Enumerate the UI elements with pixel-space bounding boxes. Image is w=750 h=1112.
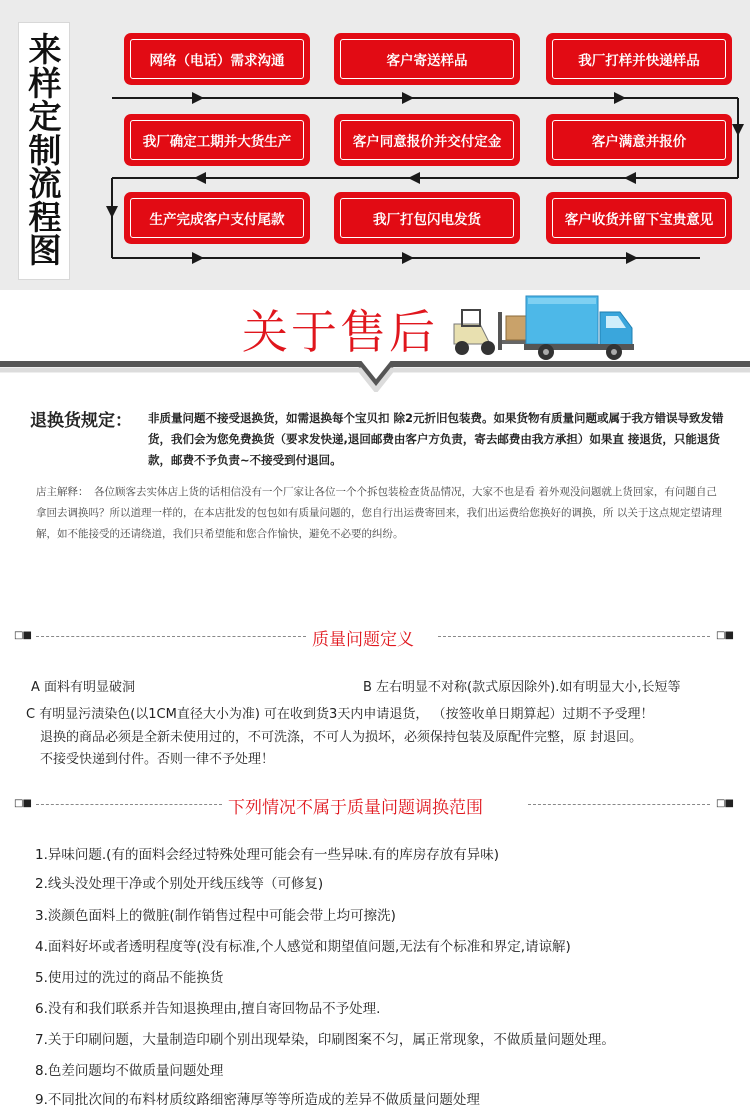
arrow-down-icon [106,206,118,218]
owner-explanation-text: 各位顾客去实体店上货的话相信没有一个厂家让各位一个个拆包装检查货品情况，大家不也是看 着外观没问题就上货回家，有问题自己拿回去调换吗？所以道理一样的，在本店批发的包包如有质量问题的，您自行出运费寄回来，我们出运费给您换好的调换，所 以关于这点规定望请理解，如不能接受的还请绕道，我们只希望能和您合作愉快，避免不必要的纠纷。 [36,486,722,540]
section-mark-left: □■ [14,798,31,809]
step-7-label: 生产完成客户支付尾款 [130,198,304,238]
process-section [0,0,750,290]
exclusion-item-3: 3.淡颜色面料上的微脏(制作销售过程中可能会带上均可擦洗) [35,908,396,924]
step-2-label: 客户寄送样品 [340,39,514,79]
quality-definition-title: 质量问题定义 [312,630,414,650]
arrow-left-icon [194,172,206,184]
arrow-right-icon [402,252,414,264]
section-divider-right [438,636,710,637]
section-divider-left [36,804,222,805]
banner-divider [0,358,750,392]
exclusion-item-4: 4.面料好坏或者透明程度等(没有标准,个人感觉和期望值问题,无法有个标准和界定,请谅解) [35,939,571,955]
owner-explanation-label: 店主解释： [36,486,89,498]
arrow-right-icon [192,252,204,264]
after-sale-title: 关于售后 [242,305,438,359]
exclusion-item-2: 2.线头没处理干净或个别处开线压线等（可修复) [35,876,324,892]
return-policy-label: 退换货规定： [30,411,132,431]
exclusion-item-5: 5.使用过的洗过的商品不能换货 [35,970,224,986]
quality-item-b: B 左右明显不对称(款式原因除外).如有明显大小,长短等 [363,680,681,695]
step-6 [546,114,732,166]
section-mark-left: □■ [14,630,31,641]
arrow-down-icon [732,124,744,136]
exclusion-item-8: 8.色差问题均不做质量问题处理 [35,1063,224,1079]
step-4 [124,114,310,166]
section-mark-right: □■ [716,798,733,809]
exclusion-item-9: 9.不同批次间的布料材质纹路细密薄厚等等所造成的差异不做质量问题处理 [35,1092,480,1108]
step-5-label: 客户同意报价并交付定金 [340,120,514,160]
step-7 [124,192,310,244]
step-1-label: 网络（电话）需求沟通 [130,39,304,79]
return-policy-text: 非质量问题不接受退换货，如需退换每个宝贝扣 除2元折旧包装费。如果货物有质量问题或属于我方错误导致发错货，我们会为您免费换货（要求发快递,退回邮费由客户方负责，寄去邮费由我方承担）如果直 接退货，只能退货款，邮费不予负责~不接受到付退回。 [148,411,724,467]
quality-item-c-line2: 退换的商品必须是全新未使用过的，不可洗涤，不可人为损坏，必须保持包装及原配件完整，原 封退回。 [40,730,643,745]
delivery-truck-icon [520,292,640,364]
step-9-label: 客户收货并留下宝贵意见 [552,198,726,238]
quality-item-c: C 有明显污渍染色(以1CM直径大小为准) 可在收到货3天内申请退货， （按签收单日期算起）过期不予受理！ [26,707,654,722]
exclusion-item-7: 7.关于印刷问题，大量制造印刷个别出现晕染，印刷图案不匀，属正常现象，不做质量问题处理。 [35,1032,615,1048]
quality-item-c-line3: 不接受快递到付件。否则一律不予处理！ [40,752,275,767]
section-mark-right: □■ [716,630,733,641]
step-1 [124,33,310,85]
arrow-right-icon [626,252,638,264]
exclusion-item-1: 1.异味问题.(有的面料会经过特殊处理可能会有一些异味.有的库房存放有异味) [35,847,499,863]
process-title: 来样定制流程图 [28,30,62,270]
step-6-label: 客户满意并报价 [552,120,726,160]
step-2 [334,33,520,85]
arrow-left-icon [408,172,420,184]
arrow-right-icon [402,92,414,104]
step-8-label: 我厂打包闪电发货 [340,198,514,238]
exclusions-title: 下列情况不属于质量问题调换范围 [228,798,483,818]
step-4-label: 我厂确定工期并大货生产 [130,120,304,160]
arrow-right-icon [614,92,626,104]
quality-item-a: A 面料有明显破洞 [31,680,136,695]
arrow-left-icon [624,172,636,184]
step-9 [546,192,732,244]
step-5 [334,114,520,166]
section-divider-right [528,804,710,805]
section-divider-left [36,636,306,637]
exclusion-item-6: 6.没有和我们联系并告知退换理由,擅自寄回物品不予处理. [35,1001,381,1017]
step-3-label: 我厂打样并快递样品 [552,39,726,79]
step-8 [334,192,520,244]
arrow-right-icon [192,92,204,104]
step-3 [546,33,732,85]
